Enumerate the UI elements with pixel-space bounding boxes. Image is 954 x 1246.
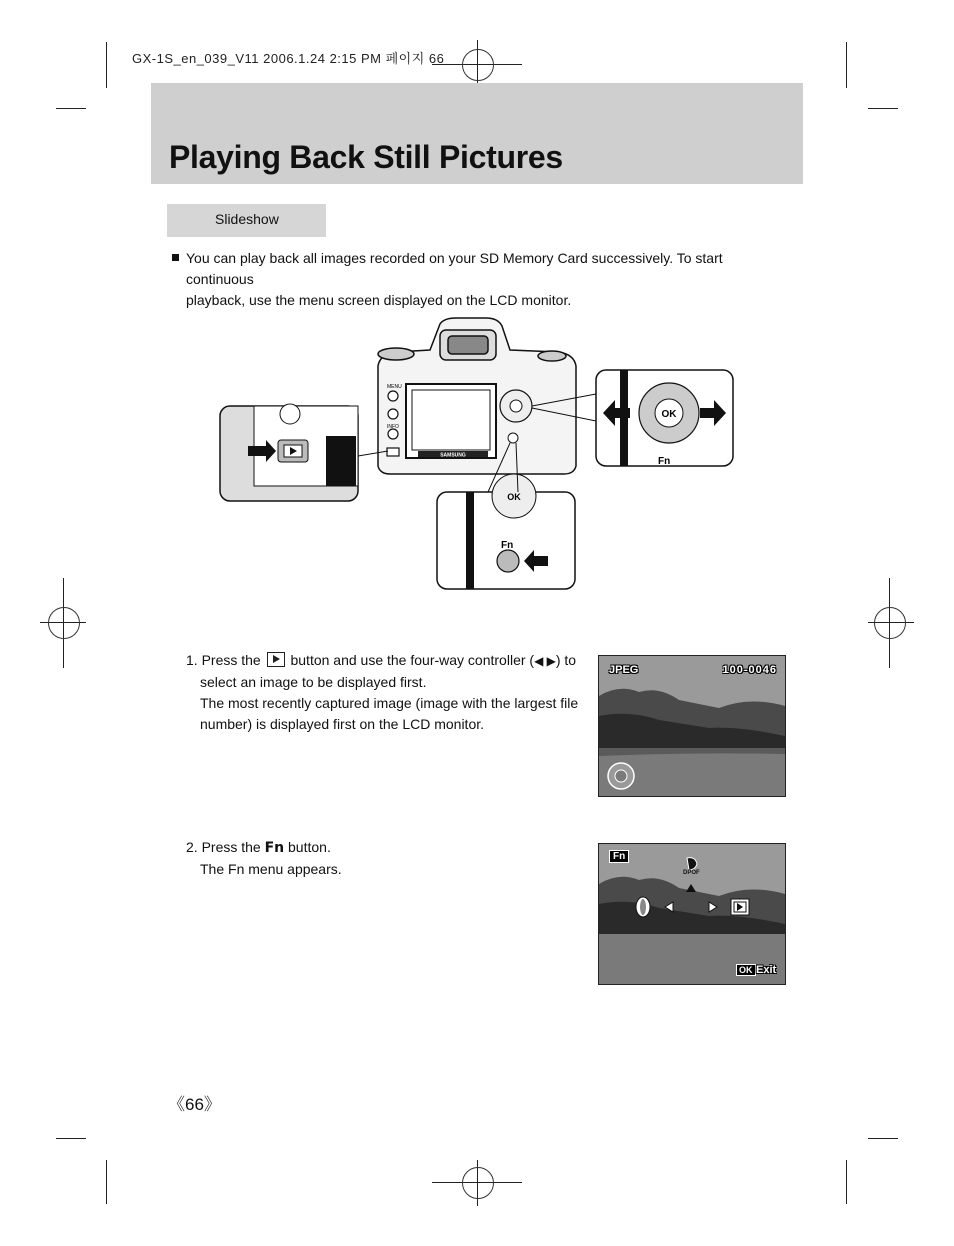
step-1-line: number) is displayed first on the LCD monitor. [200,716,485,732]
step-1-line: select an image to be displayed first. [200,674,427,690]
step-2-part: button. [288,839,331,855]
bottom-inset-fn-label: Fn [501,540,514,551]
fn-button-icon: Fn [264,840,285,856]
intro-line: playback, use the menu screen displayed on the LCD monitor. [186,292,572,308]
arrows-icon: ◀ ▶ [534,654,556,668]
exit-label: Exit [756,964,777,976]
registration-circle [48,607,80,639]
crop-mark [868,1138,898,1139]
crop-mark [56,1138,86,1139]
camera-illustration [218,316,738,592]
landscape-image [599,844,785,984]
crop-mark [106,42,107,88]
dpof-label: DPOF [683,870,700,876]
step-1-part: button and use the four-way controller ( [290,652,535,668]
crop-mark [846,42,847,88]
crop-mark [846,1160,847,1204]
page-number: 《66》 [168,1095,221,1114]
landscape-image [599,656,785,796]
step-2-part: 2. Press the [186,839,261,855]
intro-line: You can play back all images recorded on your SD Memory Card successively. To start continuous [186,250,723,287]
step-1-text [186,650,578,735]
lcd-screen-playback [598,655,786,797]
ok-badge: OK [736,964,756,976]
registration-circle [874,607,906,639]
menu-label: MENU [387,384,402,390]
page-title: Playing Back Still Pictures [169,139,563,175]
section-tab-slideshow: Slideshow [167,204,326,237]
step-2-line: The Fn menu appears. [200,861,342,877]
body-fn-button [508,433,518,443]
inset-fn-label: Fn [658,456,671,467]
crop-mark [106,1160,107,1204]
inset-play-button [220,404,358,501]
lcd-format-label: JPEG [609,664,639,676]
registration-circle [462,1167,494,1199]
intro-paragraph [186,248,786,311]
registration-circle [462,49,494,81]
camera-brand-label: SAMSUNG [440,452,466,459]
step-1-part: 1. Press the [186,652,261,668]
inset-ok-label: OK [661,409,677,420]
lcd-file-number: 100-0046 [722,664,777,676]
inset-fn-button [437,474,575,589]
fn-badge: Fn [609,850,629,863]
crop-mark [56,108,86,109]
step-1-part: ) to [555,652,577,668]
info-label: INFO [387,424,399,430]
lcd-screen-fn-menu [598,843,786,985]
bullet-square-icon [172,254,179,261]
print-slug: GX-1S_en_039_V11 2006.1.24 2:15 PM 페이지 66 [132,51,445,66]
step-2-text [186,837,342,880]
playback-button-icon [267,652,285,667]
crop-mark [868,108,898,109]
bottom-inset-ok-label: OK [507,492,521,502]
step-1-line: The most recently captured image (image with the largest file [200,695,579,711]
